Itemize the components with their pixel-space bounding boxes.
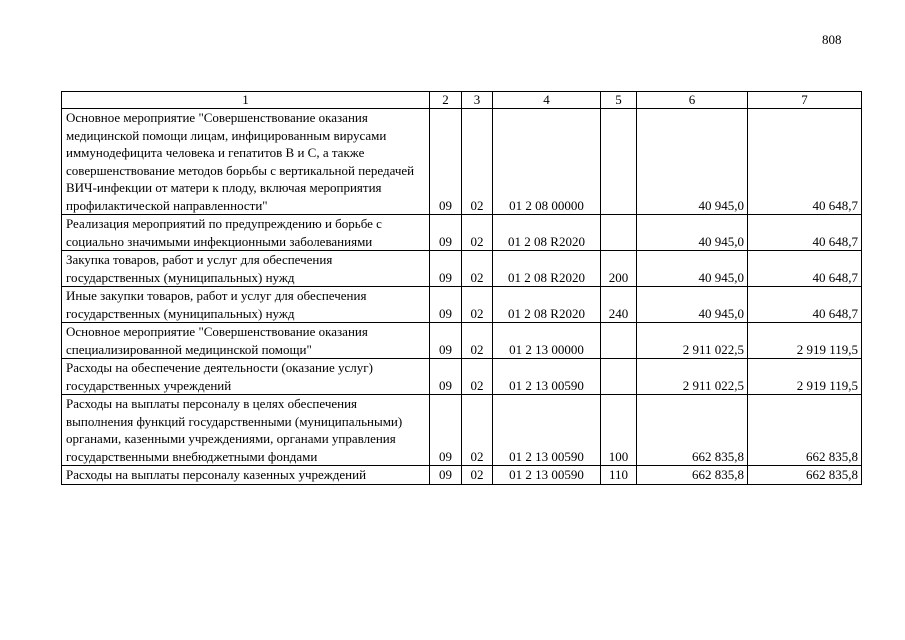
- row-name-cell: Расходы на выплаты персоналу казенных учреждений: [62, 466, 430, 485]
- row-name-cell: Расходы на обеспечение деятельности (оказание услуг) государственных учреждений: [62, 359, 430, 395]
- table-row: [62, 359, 862, 395]
- row-sum2-cell: 662 835,8: [748, 395, 862, 466]
- row-sum1-cell: 40 945,0: [637, 251, 748, 287]
- row-sum2-cell: 2 919 119,5: [748, 359, 862, 395]
- table-row: [62, 466, 862, 485]
- row-sum1-cell: 2 911 022,5: [637, 323, 748, 359]
- row-name-cell: Основное мероприятие "Совершенствование оказания медицинской помощи лицам, инфицированным вирусами иммунодефицита человека и гепатитов В и С, а также совершенствование методов борьбы с вертикальной передачей ВИЧ-инфекции от матери к плоду, включая мероприятия профилактической направленности": [62, 109, 430, 215]
- row-name-cell: Иные закупки товаров, работ и услуг для обеспечения государственных (муниципальных) нужд: [62, 287, 430, 323]
- row-prz-cell: 02: [462, 109, 493, 215]
- row-vr-cell: 110: [601, 466, 637, 485]
- table-row: [62, 215, 862, 251]
- row-csr-cell: 01 2 13 00590: [493, 359, 601, 395]
- row-prz-cell: 02: [462, 251, 493, 287]
- row-vr-cell: [601, 359, 637, 395]
- row-sum2-cell: 40 648,7: [748, 287, 862, 323]
- table-row: [62, 323, 862, 359]
- row-vr-cell: [601, 323, 637, 359]
- row-sum2-cell: 662 835,8: [748, 466, 862, 485]
- row-sum1-cell: 40 945,0: [637, 215, 748, 251]
- row-rz-cell: 09: [430, 215, 462, 251]
- row-vr-cell: [601, 109, 637, 215]
- row-vr-cell: 240: [601, 287, 637, 323]
- row-rz-cell: 09: [430, 466, 462, 485]
- header-cell-5: 5: [601, 92, 637, 109]
- row-prz-cell: 02: [462, 395, 493, 466]
- row-csr-cell: 01 2 08 R2020: [493, 251, 601, 287]
- row-csr-cell: 01 2 13 00000: [493, 323, 601, 359]
- row-name-cell: Закупка товаров, работ и услуг для обеспечения государственных (муниципальных) нужд: [62, 251, 430, 287]
- row-rz-cell: 09: [430, 395, 462, 466]
- row-csr-cell: 01 2 13 00590: [493, 466, 601, 485]
- row-sum2-cell: 40 648,7: [748, 109, 862, 215]
- table-row: [62, 109, 862, 215]
- row-rz-cell: 09: [430, 109, 462, 215]
- row-name-cell: Реализация мероприятий по предупреждению и борьбе с социально значимыми инфекционными заболеваниями: [62, 215, 430, 251]
- row-csr-cell: 01 2 08 R2020: [493, 287, 601, 323]
- row-vr-cell: [601, 215, 637, 251]
- row-sum1-cell: 40 945,0: [637, 109, 748, 215]
- row-rz-cell: 09: [430, 251, 462, 287]
- row-sum1-cell: 2 911 022,5: [637, 359, 748, 395]
- header-cell-6: 6: [637, 92, 748, 109]
- row-rz-cell: 09: [430, 323, 462, 359]
- row-rz-cell: 09: [430, 287, 462, 323]
- header-cell-1: 1: [62, 92, 430, 109]
- table-row: [62, 251, 862, 287]
- row-rz-cell: 09: [430, 359, 462, 395]
- row-name-cell: Основное мероприятие "Совершенствование оказания специализированной медицинской помощи": [62, 323, 430, 359]
- table-header-row: [62, 92, 862, 109]
- row-sum2-cell: 40 648,7: [748, 251, 862, 287]
- row-sum2-cell: 2 919 119,5: [748, 323, 862, 359]
- row-prz-cell: 02: [462, 323, 493, 359]
- row-prz-cell: 02: [462, 359, 493, 395]
- header-cell-4: 4: [493, 92, 601, 109]
- row-sum1-cell: 662 835,8: [637, 466, 748, 485]
- table-row: [62, 287, 862, 323]
- table-row: [62, 395, 862, 466]
- row-vr-cell: 100: [601, 395, 637, 466]
- row-csr-cell: 01 2 13 00590: [493, 395, 601, 466]
- header-cell-3: 3: [462, 92, 493, 109]
- header-cell-7: 7: [748, 92, 862, 109]
- row-vr-cell: 200: [601, 251, 637, 287]
- row-prz-cell: 02: [462, 215, 493, 251]
- row-name-cell: Расходы на выплаты персоналу в целях обеспечения выполнения функций государственными (муниципальными) органами, казенными учреждениями, органами управления государственными внебюджетными фондами: [62, 395, 430, 466]
- row-csr-cell: 01 2 08 00000: [493, 109, 601, 215]
- budget-table: [61, 91, 862, 485]
- row-sum2-cell: 40 648,7: [748, 215, 862, 251]
- row-prz-cell: 02: [462, 466, 493, 485]
- page-number: 808: [822, 32, 842, 47]
- row-prz-cell: 02: [462, 287, 493, 323]
- row-sum1-cell: 40 945,0: [637, 287, 748, 323]
- row-sum1-cell: 662 835,8: [637, 395, 748, 466]
- header-cell-2: 2: [430, 92, 462, 109]
- row-csr-cell: 01 2 08 R2020: [493, 215, 601, 251]
